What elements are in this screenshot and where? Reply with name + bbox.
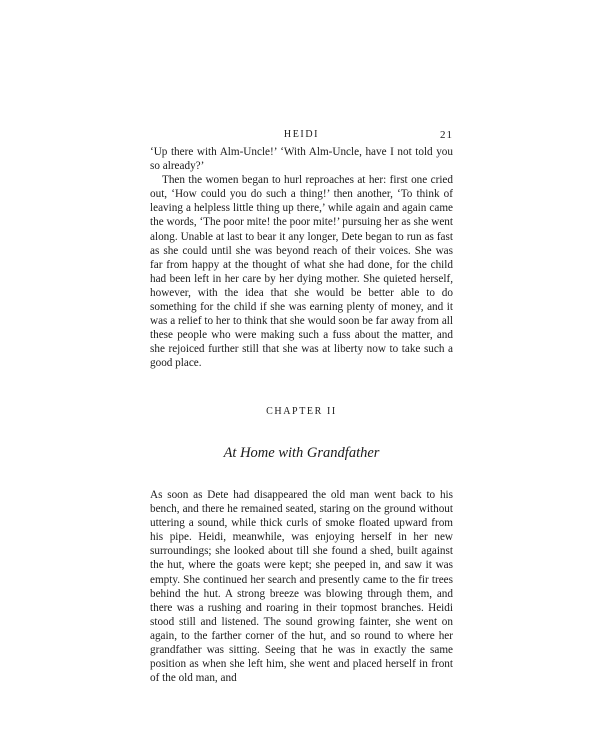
running-head — [150, 128, 453, 142]
running-title: HEIDI — [283, 129, 320, 140]
paragraph: As soon as Dete had disappeared the old man went back to his bench, and there he remained seated, staring on the ground without uttering a sound, while thick curls of smoke floated upward from his pipe. Heidi, meanwhile, was enjoying herself in her new surroundings; she looked about till she found a shed, built against the hut, where the goats were kept; she peeped in, and saw it was empty. She continued her search and presently came to the fir trees behind the hut. A strong breeze was blowing through them, and there was a rushing and roaring in their topmost branches. Heidi stood still and listened. The sound growing fainter, she went on again, to the farther corner of the hut, and so round to where her grandfather was sitting. Seeing that he was in exactly the same position as when she left him, she went and placed herself in front of the old man, and — [150, 489, 453, 685]
chapter-title: At Home with Grandfather — [223, 445, 380, 461]
text-after-chapter — [150, 488, 453, 685]
paragraph: ‘Up there with Alm-Uncle!’ ‘With Alm-Uncle, have I not told you so already?’ — [150, 146, 453, 173]
chapter-number: CHAPTER II — [266, 406, 337, 417]
text-before-chapter — [150, 145, 453, 371]
page-number: 21 — [440, 129, 453, 141]
paragraph: Then the women began to hurl reproaches at her: first one cried out, ‘How could you do such a thing!’ then another, ‘To think of leaving a helpless little thing up there,’ while again and again came the words, ‘The poor mite! the poor mite!’ pursuing her as she went along. Unable at last to bear it any longer, Dete began to run as fast as she could until she was beyond reach of their voices. She was far from happy at the thought of what she had done, for the child had been left in her care by her dying mother. She quieted herself, however, with the idea that she would be better able to do something for the child if she was earning plenty of money, and it was a relief to her to think that she would soon be far away from all these people who were making such a fuss about the matter, and she rejoiced further still that she was at liberty now to take such a good place. — [150, 174, 453, 370]
